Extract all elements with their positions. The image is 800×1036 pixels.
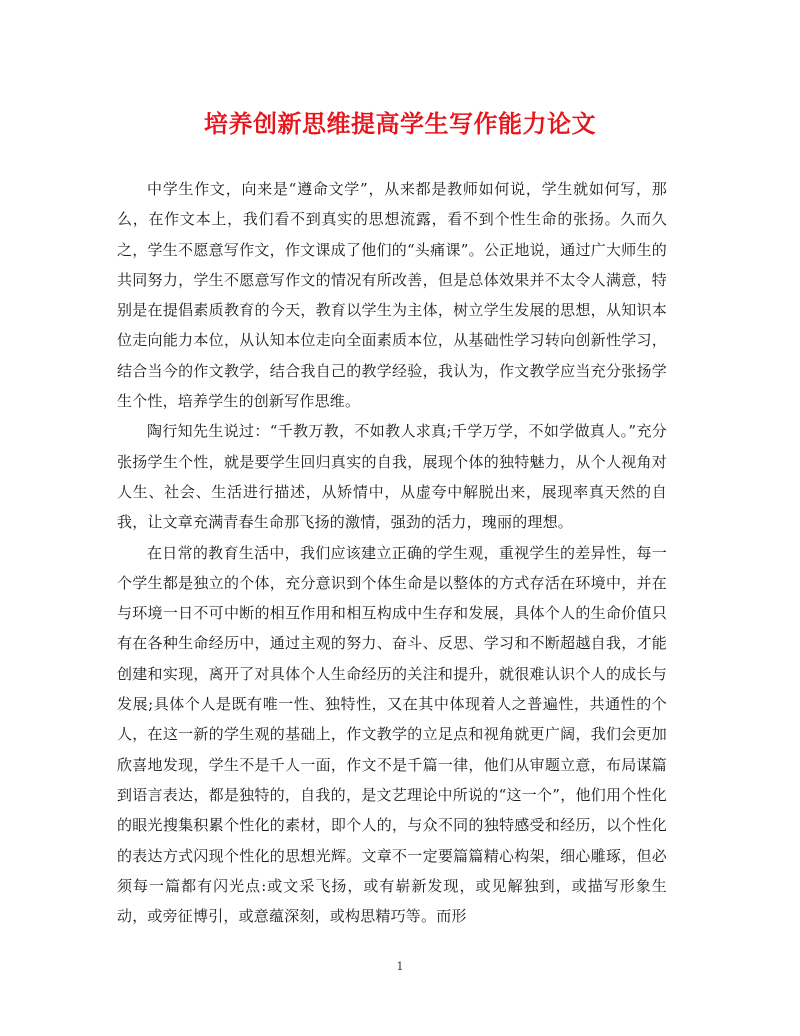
page-number: 1 [396, 960, 404, 973]
document-title: 培养创新思维提高学生写作能力论文 [204, 109, 596, 138]
paragraph-2: 陶行知先生说过：“千教万教，不如教人求真;千学万学，不如学做真人。”充分张扬学生个性，就是要学生回归真实的自我，展现个体的独特魅力，从个人视角对人生、社会、生活进行描述，从矫情中，从虚夸中解脱出来，展现率真天然的自我，让文章充满青春生命那飞扬的激情，强劲的活力，瑰丽的理想。 [117, 422, 667, 532]
paragraph-3: 在日常的教育生活中，我们应该建立正确的学生观，重视学生的差异性，每一个学生都是独立的个体，充分意识到个体生命是以整体的方式存活在环境中，并在与环境一日不可中断的相互作用和相互构成中生存和发展，具体个人的生命价值只有在各种生命经历中，通过主观的努力、奋斗、反思、学习和不断超越自我，才能创建和实现，离开了对具体个人生命经历的关注和提升，就很难认识个人的成长与发展;具体个人是既有唯一性、独特性，又在其中体现着人之普遍性，共通性的个人，在这一新的学生观的基础上，作文教学的立足点和视角就更广阔，我们会更加欣喜地发现，学生不是千人一面，作文不是千篇一律，他们从审题立意，布局谋篇到语言表达，都是独特的，自我的，是文艺理论中所说的“这一个”，他们用个性化的眼光搜集积累个性化的素材，即个人的，与众不同的独特感受和经历，以个性化的表达方式闪现个性化的思想光辉。文章不一定要篇篇精心构架，细心雕琢，但必须每一篇都有闪光点:或文采飞扬，或有崭新发现，或见解独到，或描写形象生动，或旁征博引，或意蕴深刻，或构思精巧等。而形 [117, 543, 667, 926]
paragraph-1: 中学生作文，向来是“遵命文学”，从来都是教师如何说，学生就如何写，那么，在作文本上，我们看不到真实的思想流露，看不到个性生命的张扬。久而久之，学生不愿意写作文，作文课成了他们的“头痛课”。公正地说，通过广大师生的共同努力，学生不愿意写作文的情况有所改善，但是总体效果并不太令人满意，特别是在提倡素质教育的今天，教育以学生为主体，树立学生发展的思想，从知识本位走向能力本位，从认知本位走向全面素质本位，从基础性学习转向创新性学习，结合当今的作文教学，结合我自己的教学经验，我认为，作文教学应当充分张扬学生个性，培养学生的创新写作思维。 [117, 180, 667, 411]
document-body [117, 174, 667, 931]
